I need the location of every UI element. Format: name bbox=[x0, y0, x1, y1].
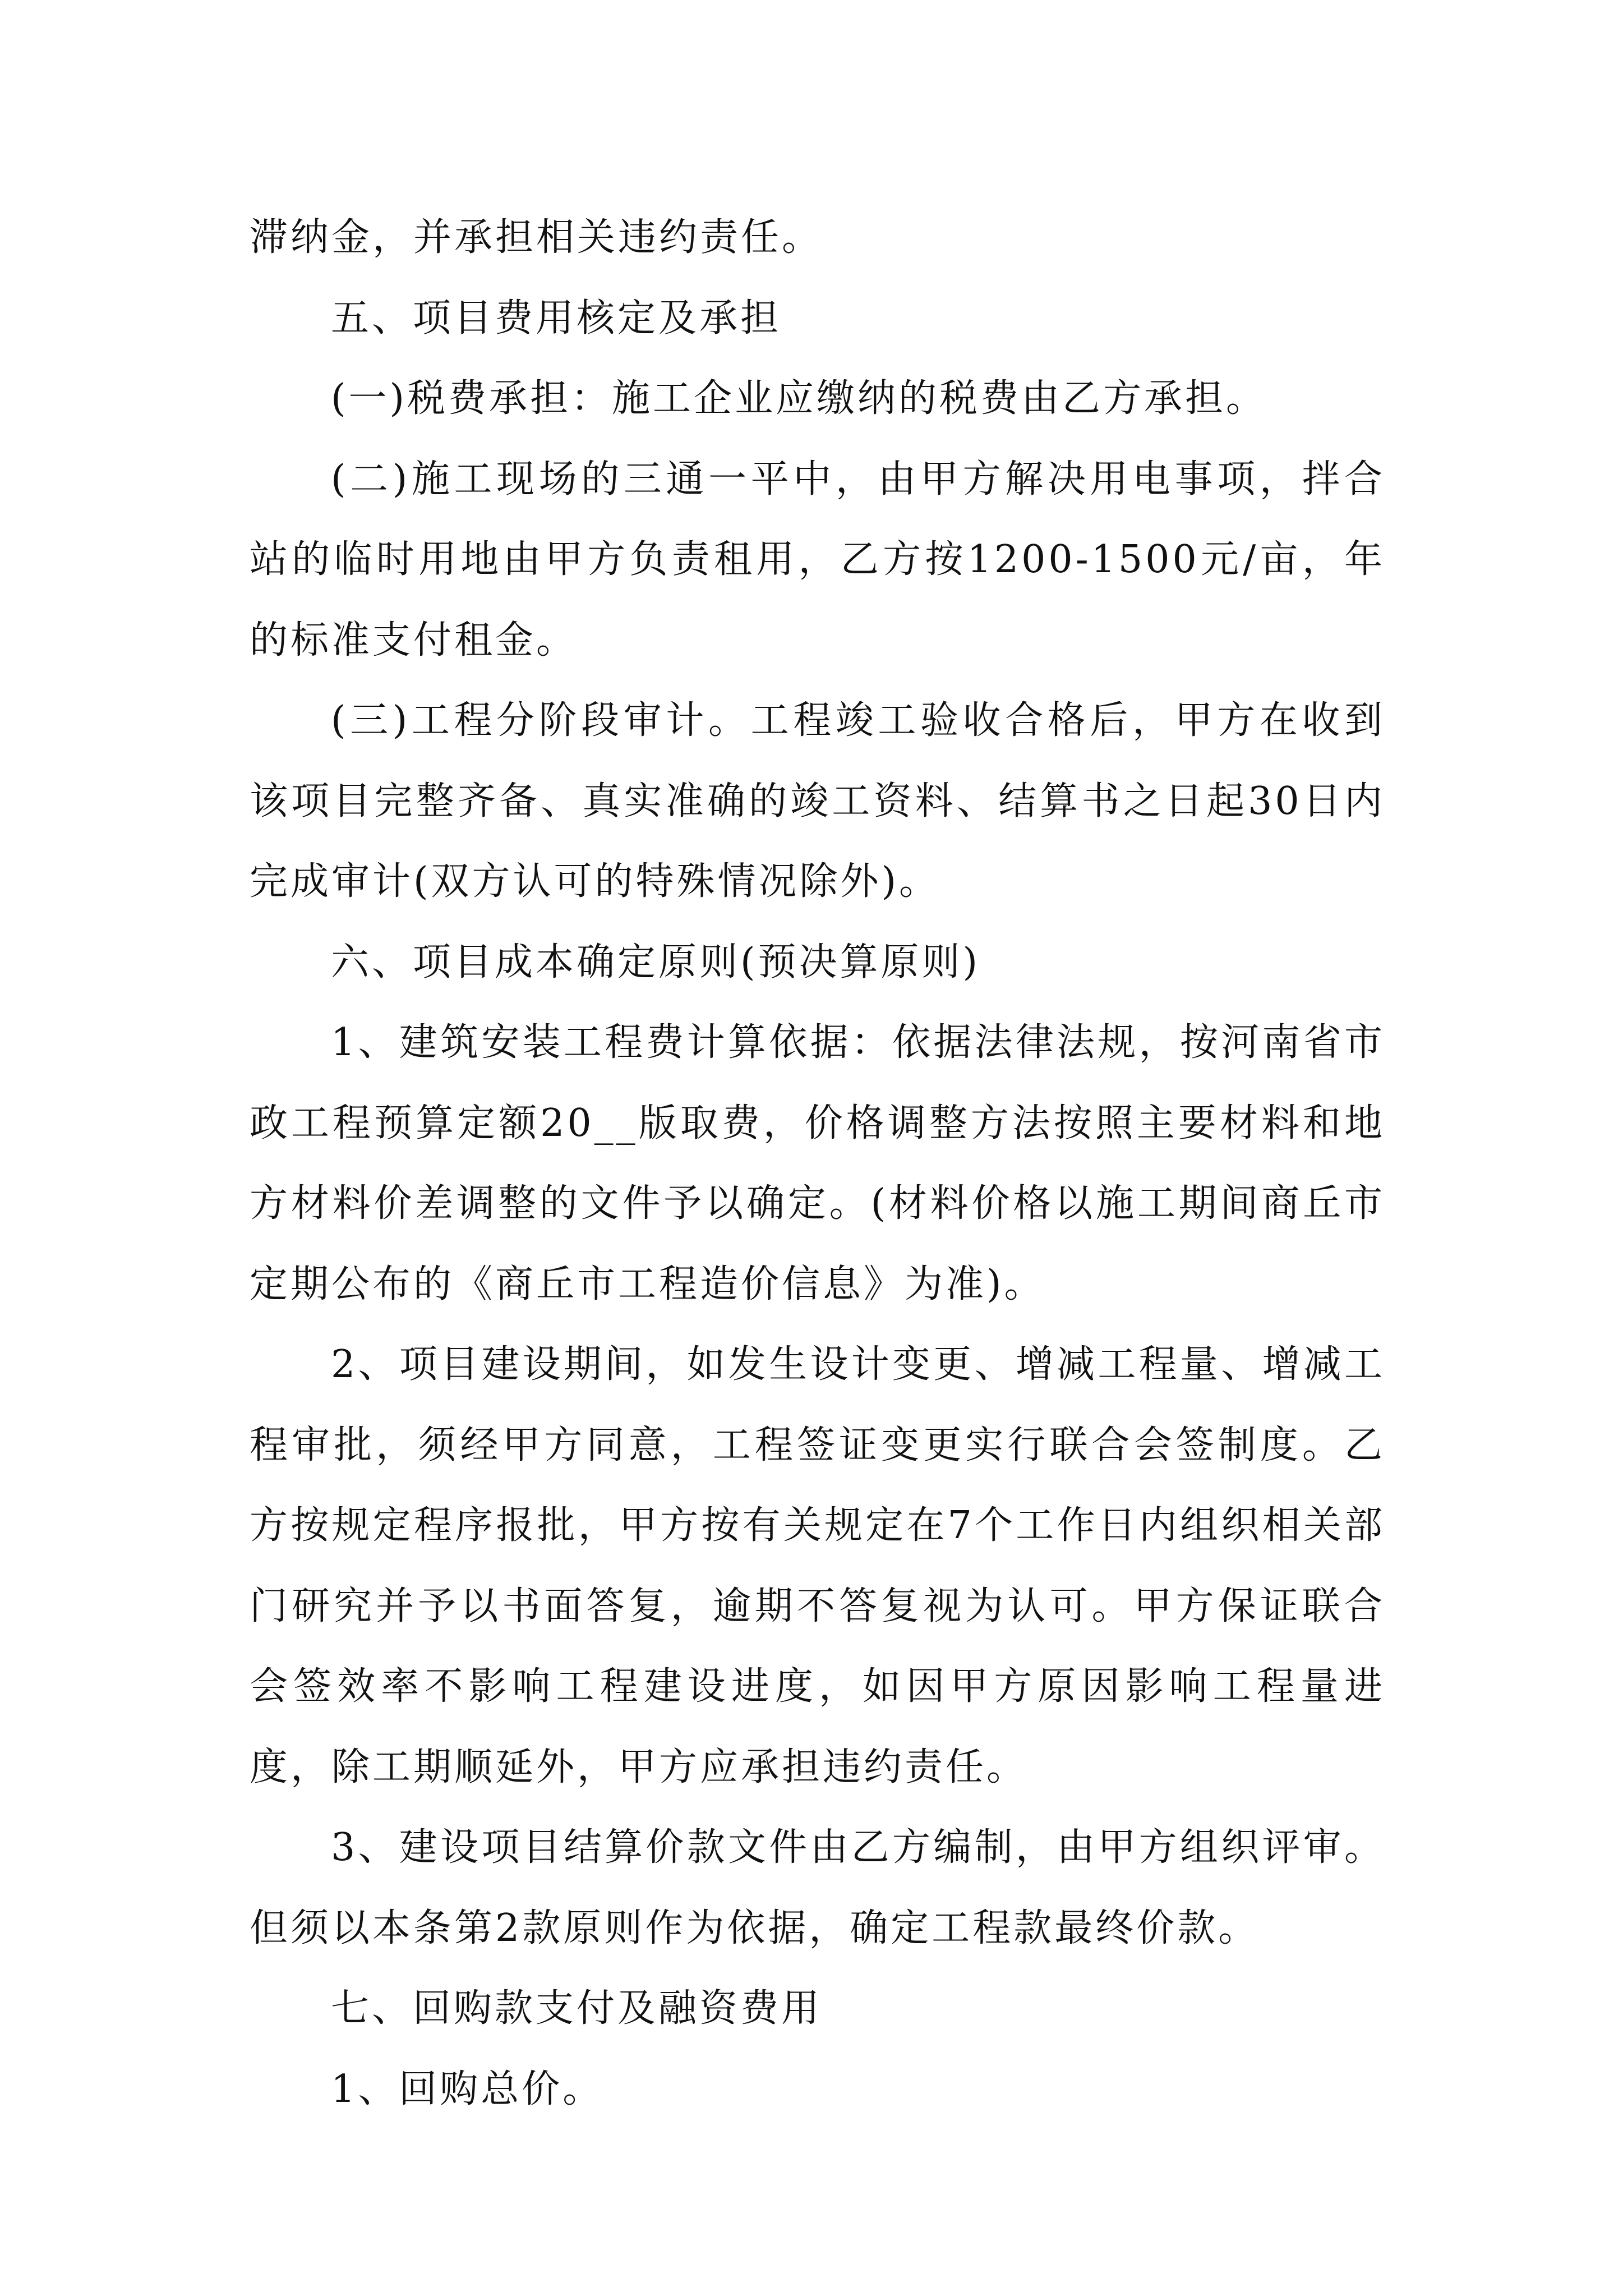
paragraph-design-change: 2、项目建设期间，如发生设计变更、增减工程量、增减工程审批，须经甲方同意，工程签证变更实行联合会签制度。乙方按规定程序报批，甲方按有关规定在7个工作日内组织相关部门研究并予以书面答复，逾期不答复视为认可。甲方保证联合会签效率不影响工程建设进度，如因甲方原因影响工程量进度，除工期顺延外，甲方应承担违约责任。 bbox=[250, 1342, 1385, 1789]
heading-section-5: 五、项目费用核定及承担 bbox=[331, 296, 782, 341]
paragraph-late-fee: 滞纳金，并承担相关违约责任。 bbox=[250, 215, 823, 260]
paragraph-audit: (三)工程分阶段审计。工程竣工验收合格后，甲方在收到该项目完整齐备、真实准确的竣工资料、结算书之日起30日内完成审计(双方认可的特殊情况除外)。 bbox=[250, 698, 1385, 904]
paragraph-tax: (一)税费承担：施工企业应缴纳的税费由乙方承担。 bbox=[331, 376, 1267, 421]
heading-section-7: 七、回购款支付及融资费用 bbox=[331, 1986, 823, 2031]
heading-section-6: 六、项目成本确定原则(预决算原则) bbox=[331, 940, 981, 984]
paragraph-buyback-total: 1、回购总价。 bbox=[331, 2067, 604, 2111]
paragraph-cost-basis: 1、建筑安装工程费计算依据：依据法律法规，按河南省市政工程预算定额20__版取费，价格调整方法按照主要材料和地方材料价差调整的文件予以确定。(材料价格以施工期间商丘市定期公布的《商丘市工程造价信息》为准)。 bbox=[250, 1020, 1385, 1306]
document-body bbox=[250, 197, 1385, 2129]
paragraph-settlement: 3、建设项目结算价款文件由乙方编制，由甲方组织评审。但须以本条第2款原则作为依据，确定工程款最终价款。 bbox=[250, 1825, 1385, 1950]
paragraph-site-utilities: (二)施工现场的三通一平中，由甲方解决用电事项，拌合站的临时用地由甲方负责租用，乙方按1200-1500元/亩，年的标准支付租金。 bbox=[250, 457, 1385, 662]
